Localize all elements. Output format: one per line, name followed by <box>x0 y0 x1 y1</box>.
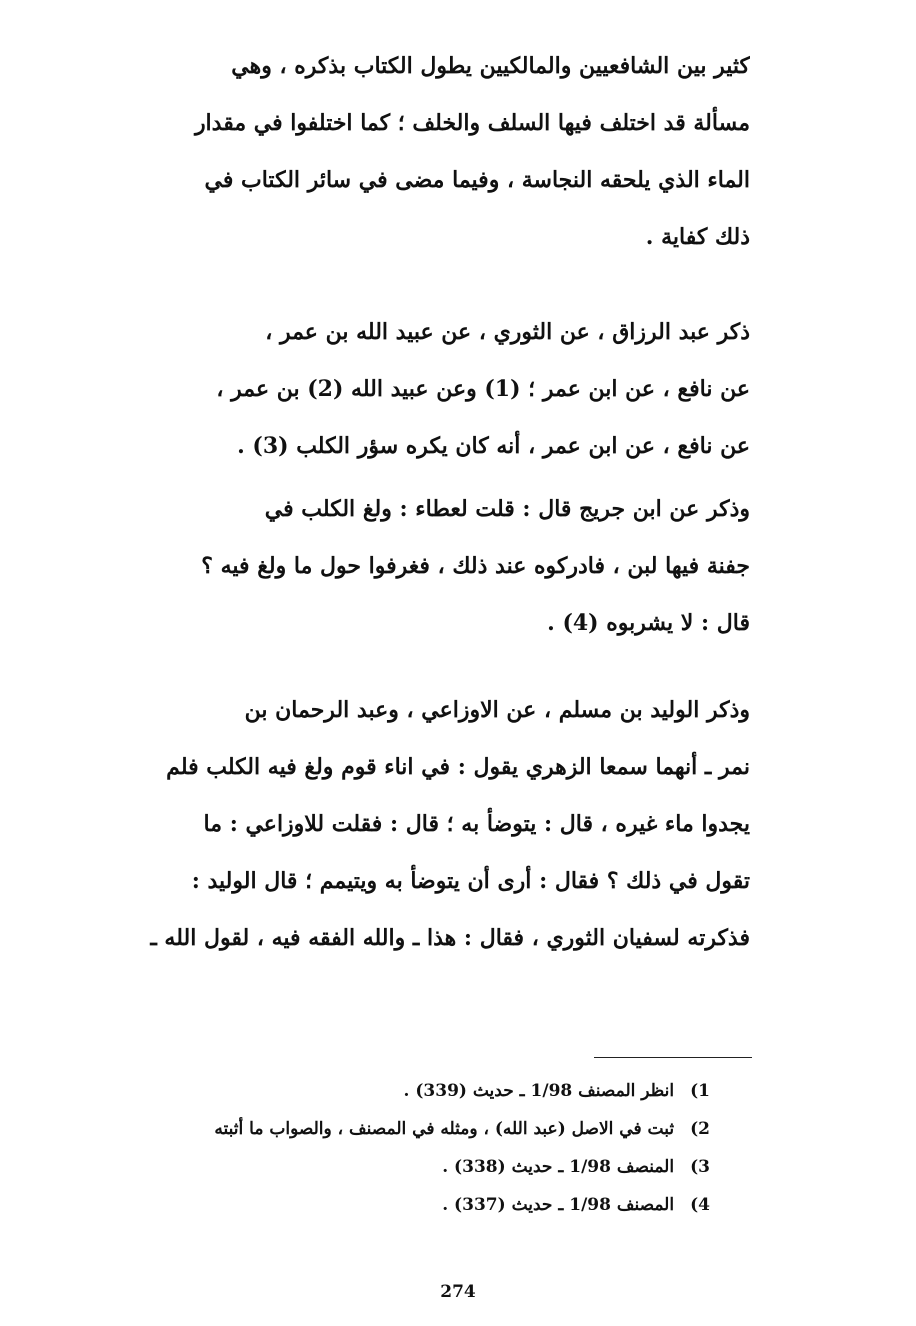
text-line: تقول في ذلك ؟ فقال : أرى أن يتوضأ به ويتيمم ؛ قال الوليد : <box>191 868 750 894</box>
text-line: عن نافع ، عن ابن عمر ؛ (1) وعن عبيد الله (2) بن عمر ، <box>216 376 750 402</box>
footnote-text: المنصف 1/98 ـ حديث (338) . <box>442 1157 675 1177</box>
text-line: قال : لا يشربوه (4) . <box>547 610 750 636</box>
text-line: يجدوا ماء غيره ، قال : يتوضأ به ؛ قال : فقلت للاوزاعي : ما <box>203 811 750 837</box>
text-line: وذكر الوليد بن مسلم ، عن الاوزاعي ، وعبد الرحمان بن <box>244 697 750 723</box>
page-number: 274 <box>440 1282 476 1302</box>
text-line: كثير بين الشافعيين والمالكيين يطول الكتاب بذكره ، وهي <box>231 53 750 79</box>
footnote-divider <box>594 1057 752 1058</box>
paragraph-gap <box>96 266 750 304</box>
footnote-2 <box>110 1110 710 1148</box>
text-line: وذكر عن ابن جريج قال : قلت لعطاء : ولغ الكلب في <box>264 496 750 522</box>
footnote-1 <box>110 1072 710 1110</box>
footnotes <box>110 1072 710 1224</box>
text-line: الماء الذي يلحقه النجاسة ، وفيما مضى في سائر الكتاب في <box>204 167 750 193</box>
paragraph-2 <box>96 304 750 475</box>
footnote-3 <box>110 1148 710 1186</box>
paragraph-gap <box>96 652 750 682</box>
footnote-text: المصنف 1/98 ـ حديث (337) . <box>442 1195 675 1215</box>
text-line: عن نافع ، عن ابن عمر ، أنه كان يكره سؤر الكلب (3) . <box>237 433 750 459</box>
text-line: ذلك كفاية . <box>645 224 750 250</box>
paragraph-4 <box>96 682 750 967</box>
footnote-number: 3) <box>690 1157 710 1177</box>
footnote-4 <box>110 1186 710 1224</box>
footnote-number: 2) <box>690 1119 710 1139</box>
paragraph-1 <box>96 38 750 266</box>
text-line: نمر ـ أنهما سمعا الزهري يقول : في اناء قوم ولغ فيه الكلب فلم <box>166 754 750 780</box>
footnote-text: انظر المصنف 1/98 ـ حديث (339) . <box>403 1081 675 1101</box>
paragraph-3 <box>96 481 750 652</box>
footnote-number: 1) <box>690 1081 710 1101</box>
text-line: فذكرته لسفيان الثوري ، فقال : هذا ـ والله الفقه فيه ، لقول الله ـ <box>150 925 750 951</box>
footnote-number: 4) <box>690 1195 710 1215</box>
footnote-text: ثبت في الاصل (عبد الله) ، ومثله في المصنف ، والصواب ما أثبته <box>214 1119 675 1139</box>
text-line: مسألة قد اختلف فيها السلف والخلف ؛ كما اختلفوا في مقدار <box>194 110 750 136</box>
text-line: جفنة فيها لبن ، فادركوه عند ذلك ، فغرفوا حول ما ولغ فيه ؟ <box>201 553 750 579</box>
main-text <box>96 38 750 967</box>
text-line: ذكر عبد الرزاق ، عن الثوري ، عن عبيد الله بن عمر ، <box>265 319 750 345</box>
